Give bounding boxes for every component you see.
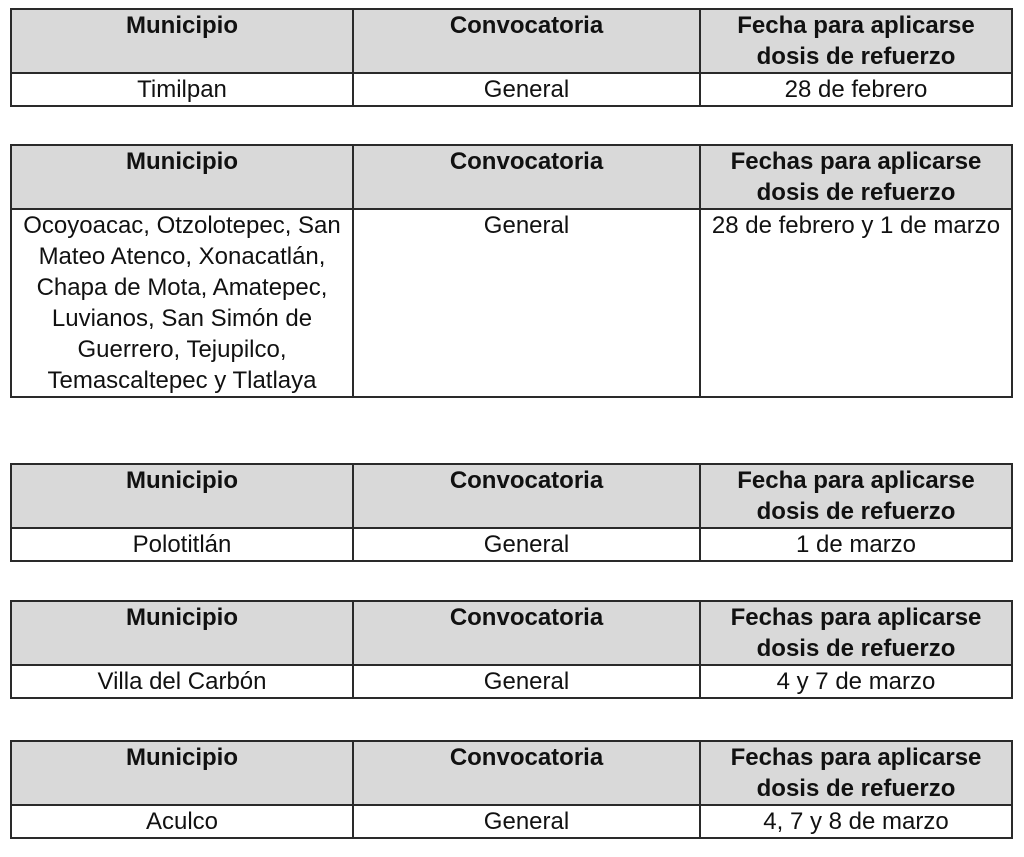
cell-fecha: 4, 7 y 8 de marzo <box>700 805 1012 838</box>
header-municipio: Municipio <box>11 601 353 665</box>
table-row <box>11 805 1012 838</box>
header-fecha: Fechas para aplicarse dosis de refuerzo <box>700 145 1012 209</box>
header-municipio: Municipio <box>11 145 353 209</box>
header-municipio: Municipio <box>11 464 353 528</box>
cell-municipio: Polotitlán <box>11 528 353 561</box>
schedule-table-aculco <box>10 740 1013 839</box>
cell-convocatoria: General <box>353 805 700 838</box>
header-municipio: Municipio <box>11 741 353 805</box>
schedule-table-timilpan <box>10 8 1013 107</box>
header-convocatoria: Convocatoria <box>353 9 700 73</box>
schedule-table-polotitlan <box>10 463 1013 562</box>
cell-fecha: 28 de febrero y 1 de marzo <box>700 209 1012 397</box>
header-municipio: Municipio <box>11 9 353 73</box>
header-convocatoria: Convocatoria <box>353 145 700 209</box>
header-row <box>11 741 1012 805</box>
table-row <box>11 73 1012 106</box>
cell-municipio: Ocoyoacac, Otzolotepec, San Mateo Atenco, Xonacatlán, Chapa de Mota, Amatepec, Luvianos, San Simón de Guerrero, Tejupilco, Temascaltepec y Tlatlaya <box>11 209 353 397</box>
cell-convocatoria: General <box>353 73 700 106</box>
cell-convocatoria: General <box>353 528 700 561</box>
table-row <box>11 209 1012 397</box>
table-row <box>11 528 1012 561</box>
header-convocatoria: Convocatoria <box>353 464 700 528</box>
schedule-table-villa-del-carbon <box>10 600 1013 699</box>
header-row <box>11 9 1012 73</box>
header-row <box>11 145 1012 209</box>
cell-fecha: 1 de marzo <box>700 528 1012 561</box>
cell-convocatoria: General <box>353 665 700 698</box>
cell-municipio: Aculco <box>11 805 353 838</box>
header-convocatoria: Convocatoria <box>353 741 700 805</box>
header-row <box>11 601 1012 665</box>
header-fecha: Fechas para aplicarse dosis de refuerzo <box>700 741 1012 805</box>
header-fecha: Fechas para aplicarse dosis de refuerzo <box>700 601 1012 665</box>
cell-municipio: Timilpan <box>11 73 353 106</box>
cell-convocatoria: General <box>353 209 700 397</box>
header-row <box>11 464 1012 528</box>
header-fecha: Fecha para aplicarse dosis de refuerzo <box>700 464 1012 528</box>
cell-fecha: 4 y 7 de marzo <box>700 665 1012 698</box>
header-fecha: Fecha para aplicarse dosis de refuerzo <box>700 9 1012 73</box>
cell-municipio: Villa del Carbón <box>11 665 353 698</box>
header-convocatoria: Convocatoria <box>353 601 700 665</box>
table-row <box>11 665 1012 698</box>
schedule-table-ocoyoacac-group <box>10 144 1013 398</box>
cell-fecha: 28 de febrero <box>700 73 1012 106</box>
